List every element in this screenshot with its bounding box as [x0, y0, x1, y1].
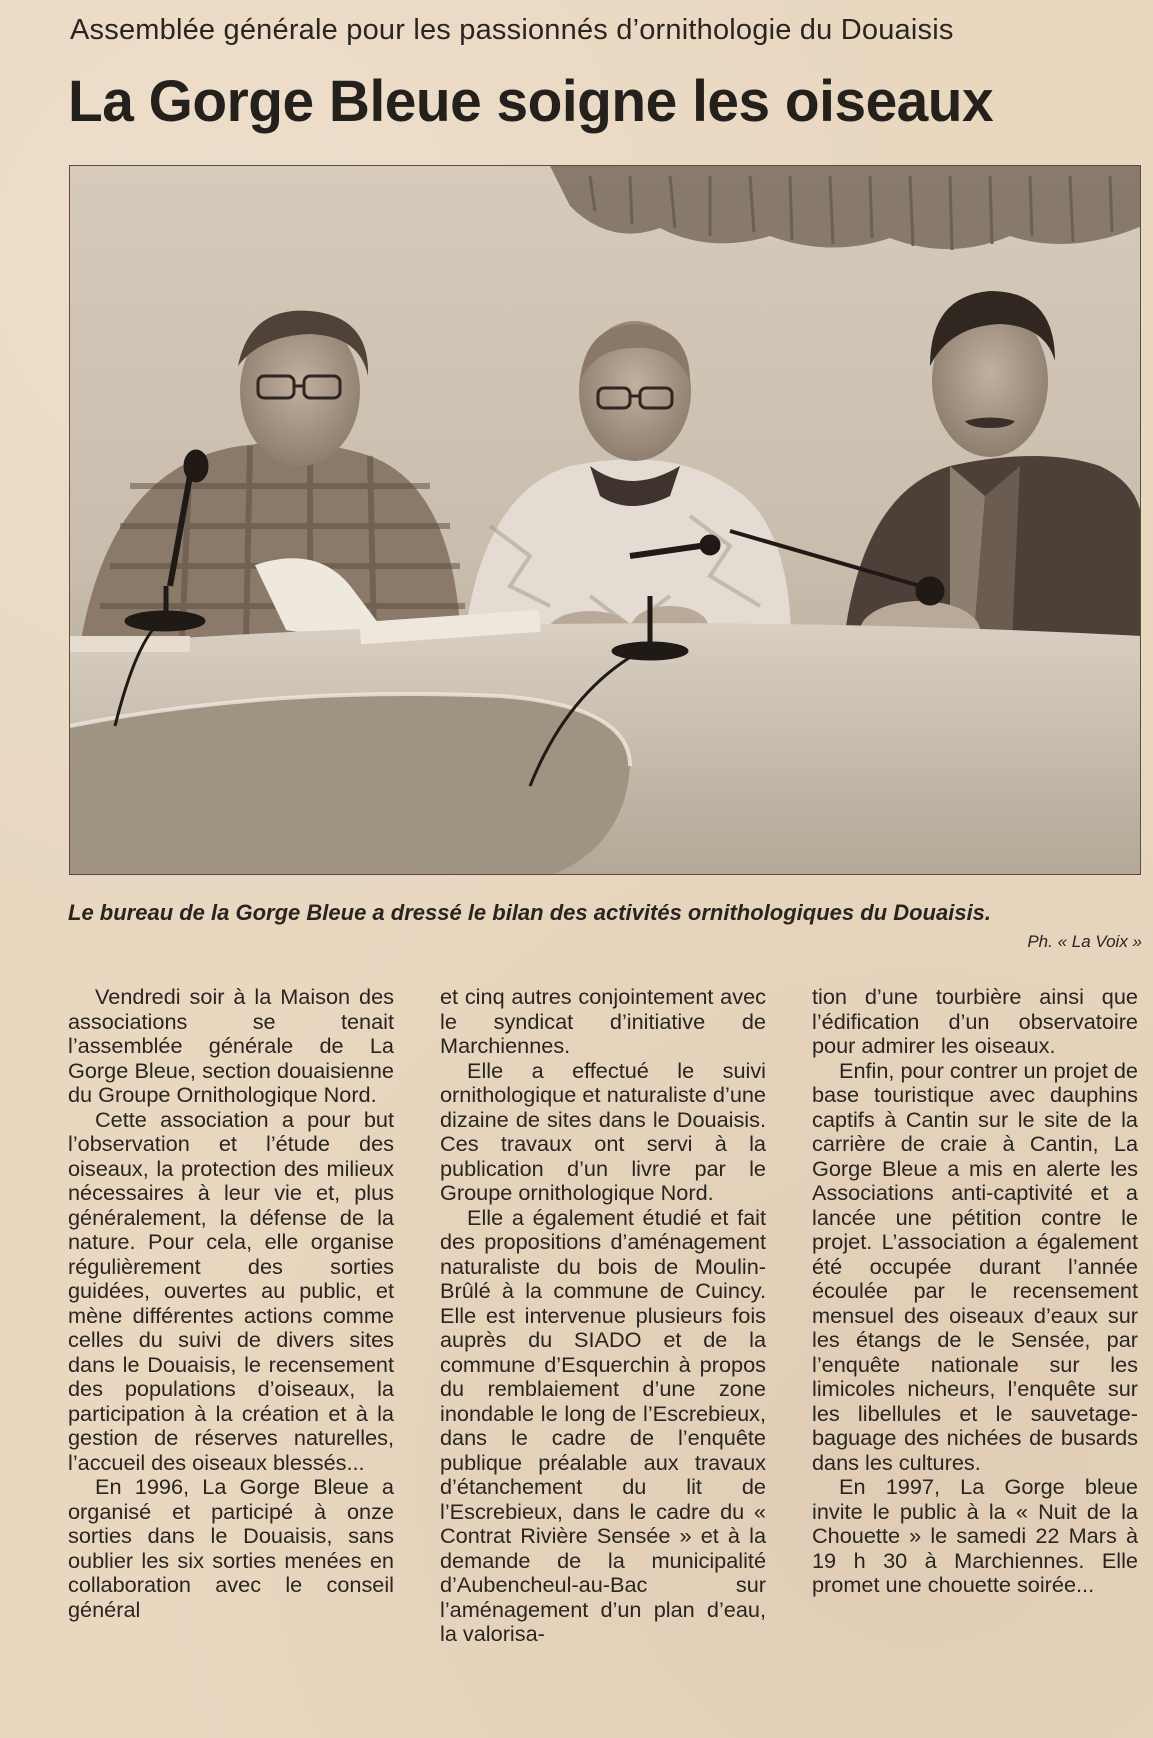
paragraph: tion d’une tourbière ainsi que l’édification d’un observatoire pour admirer les oiseaux. — [812, 984, 1138, 1058]
paragraph: En 1996, La Gorge Bleue a organisé et participé à onze sorties dans le Douaisis, sans oublier les six sorties menées en collaboration avec le conseil général — [68, 1474, 394, 1622]
paragraph: et cinq autres conjointement avec le syndicat d’initiative de Marchiennes. — [440, 984, 766, 1058]
paragraph: Elle a effectué le suivi ornithologique et naturaliste d’une dizaine de sites dans le Douaisis. Ces travaux ont servi à la publication d’un livre par le Groupe ornithologique Nord. — [440, 1057, 766, 1205]
article-column-2 — [440, 985, 766, 1647]
photo-credit: Ph. « La Voix » — [1027, 932, 1142, 951]
kicker: Assemblée générale pour les passionnés d’ornithologie du Douaisis — [70, 14, 954, 46]
article-photo — [69, 165, 1141, 875]
article-column-3 — [812, 985, 1138, 1647]
paragraph: Enfin, pour contrer un projet de base touristique avec dauphins captifs à Cantin sur le site de la carrière de craie à Cantin, La Gorge Bleue a mis en alerte les Associations anti-captivité et a lancée une pétition contre le projet. L’association a également été occupée durant l’année écoulée par le recensement mensuel des oiseaux d’eaux sur les étangs de le Sensée, par l’enquête nationale sur les limicoles nicheurs, l’enquête sur les libellules et le sauvetage-baguage des nichées de busards dans les cultures. — [812, 1057, 1138, 1475]
article-body — [68, 985, 1142, 1647]
paragraph: Cette association a pour but l’observation et l’étude des oiseaux, la protection des milieux nécessaires à leur vie et, plus généralement, la défense de la nature. Pour cela, elle organise régulièrement des sorties guidées, ouvertes au public, et mène différentes actions comme celles du suivi de divers sites dans le Douaisis, le recensement des populations d’oiseaux, la participation à la création et à la gestion de réserves naturelles, l’accueil des oiseaux blessés... — [68, 1106, 394, 1475]
paragraph: Elle a également étudié et fait des propositions d’aménagement naturaliste du bois de Moulin-Brûlé à la commune de Cuincy. Elle est intervenue plusieurs fois auprès du SIADO et de la commune d’Esquerchin à propos du remblaiement d’une zone inondable le long de l’Escrebieux, dans le cadre de l’enquête publique préalable aux travaux d’étanchement du lit de l’Escrebieux, dans le cadre du « Contrat Rivière Sensée » et à la demande de la municipalité d’Aubencheul-au-Bac sur l’aménagement d’un plan d’eau, la valorisa- — [440, 1204, 766, 1646]
paragraph: Vendredi soir à la Maison des associations se tenait l’assemblée générale de La Gorge Bleue, section douaisienne du Groupe Ornithologique Nord. — [68, 984, 394, 1107]
photo-caption: Le bureau de la Gorge Bleue a dressé le bilan des activités ornithologiques du Douaisis. — [68, 900, 992, 925]
photo-illustration — [70, 166, 1141, 875]
headline: La Gorge Bleue soigne les oiseaux — [68, 69, 994, 134]
article-column-1 — [68, 985, 394, 1647]
paragraph: En 1997, La Gorge bleue invite le public à la « Nuit de la Chouette » le samedi 22 Mars à 19 h 30 à Marchiennes. Elle promet une chouette soirée... — [812, 1474, 1138, 1597]
